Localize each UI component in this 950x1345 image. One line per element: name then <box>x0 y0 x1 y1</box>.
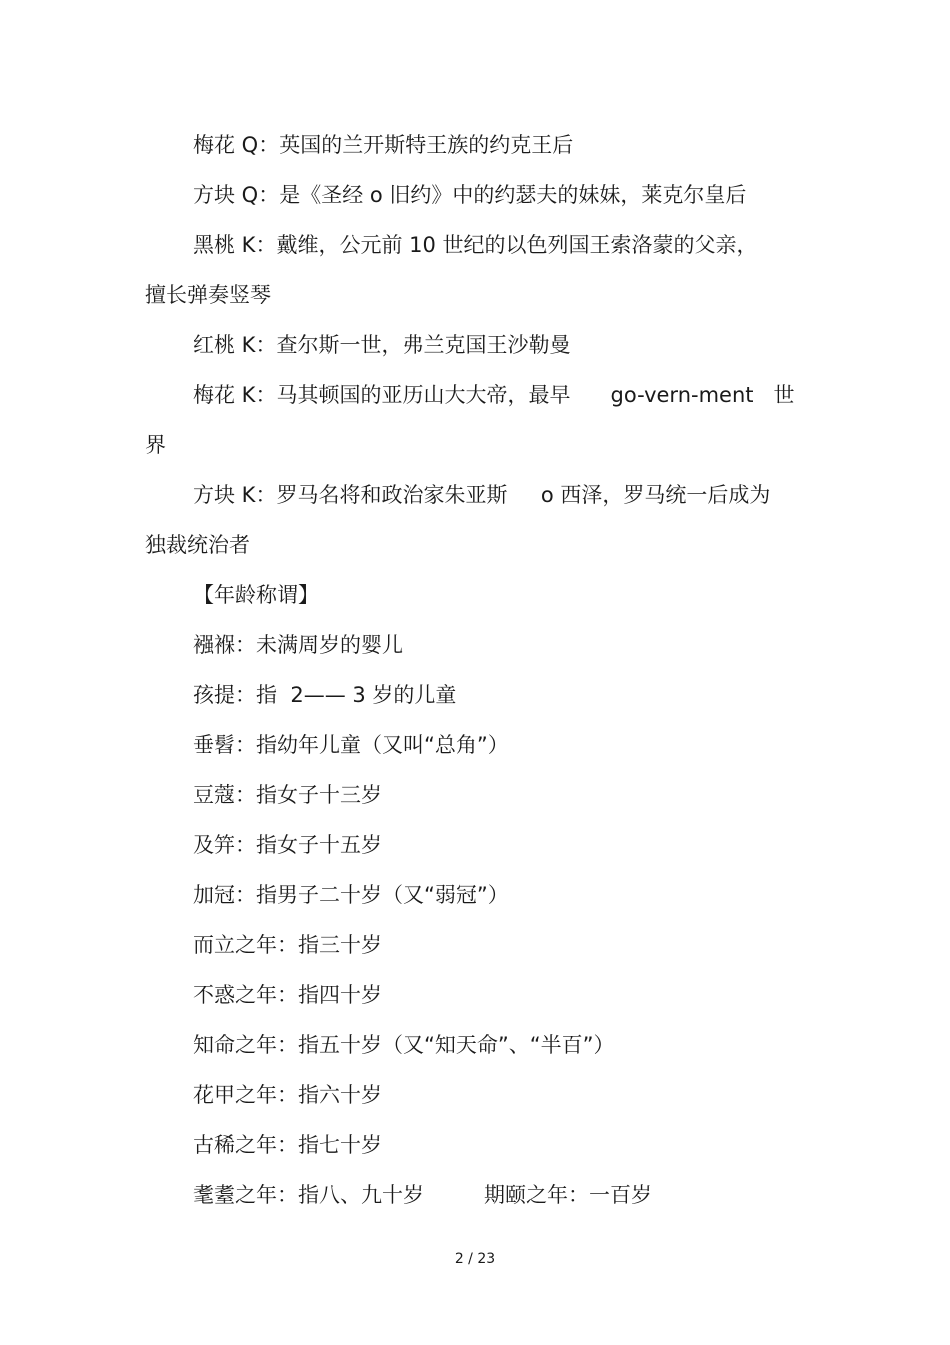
text-segment: 期颐之年：一百岁 <box>484 1183 652 1207</box>
text-line <box>145 1170 805 1220</box>
text-line: 知命之年：指五十岁（又“知天命”、“半百”） <box>193 1033 615 1057</box>
text-line: 而立之年：指三十岁 <box>193 933 382 957</box>
text-line: 花甲之年：指六十岁 <box>193 1083 382 1107</box>
text-line: 襁褓：未满周岁的婴儿 <box>193 633 403 657</box>
text-line: 及笄：指女子十五岁 <box>193 833 382 857</box>
text-line: 黑桃 K：戴维，公元前 10 世纪的以色列国王索洛蒙的父亲， <box>193 233 758 257</box>
text-line: 不惑之年：指四十岁 <box>193 983 382 1007</box>
text-line-continuation: 独裁统治者 <box>145 533 250 557</box>
text-line: 豆蔻：指女子十三岁 <box>193 783 382 807</box>
text-line: 古稀之年：指七十岁 <box>193 1133 382 1157</box>
document-body <box>145 120 805 1220</box>
text-line: 加冠：指男子二十岁（又“弱冠”） <box>193 883 509 907</box>
text-line-continuation: 擅长弹奏竖琴 <box>145 283 271 307</box>
text-line: 红桃 K：查尔斯一世，弗兰克国王沙勒曼 <box>193 333 571 357</box>
text-line: 梅花 Q：英国的兰开斯特王族的约克王后 <box>193 133 574 157</box>
section-heading: 【年龄称谓】 <box>193 583 319 607</box>
text-segment: 耄耋之年：指八、九十岁 <box>193 1183 424 1207</box>
text-line-continuation: 界 <box>145 433 166 457</box>
page-number: 2 / 23 <box>454 1251 496 1267</box>
text-line: 方块 K：罗马名将和政治家朱亚斯 o 西泽，罗马统一后成为 <box>193 483 771 507</box>
text-line: 垂髫：指幼年儿童（又叫“总角”） <box>193 733 509 757</box>
text-line: 梅花 K：马其顿国的亚历山大大帝，最早 go-vern-ment 世 <box>193 383 795 407</box>
text-line: 方块 Q：是《圣经 o 旧约》中的约瑟夫的妹妹，莱克尔皇后 <box>193 183 747 207</box>
text-line: 孩提：指 2—— 3 岁的儿童 <box>193 683 457 707</box>
